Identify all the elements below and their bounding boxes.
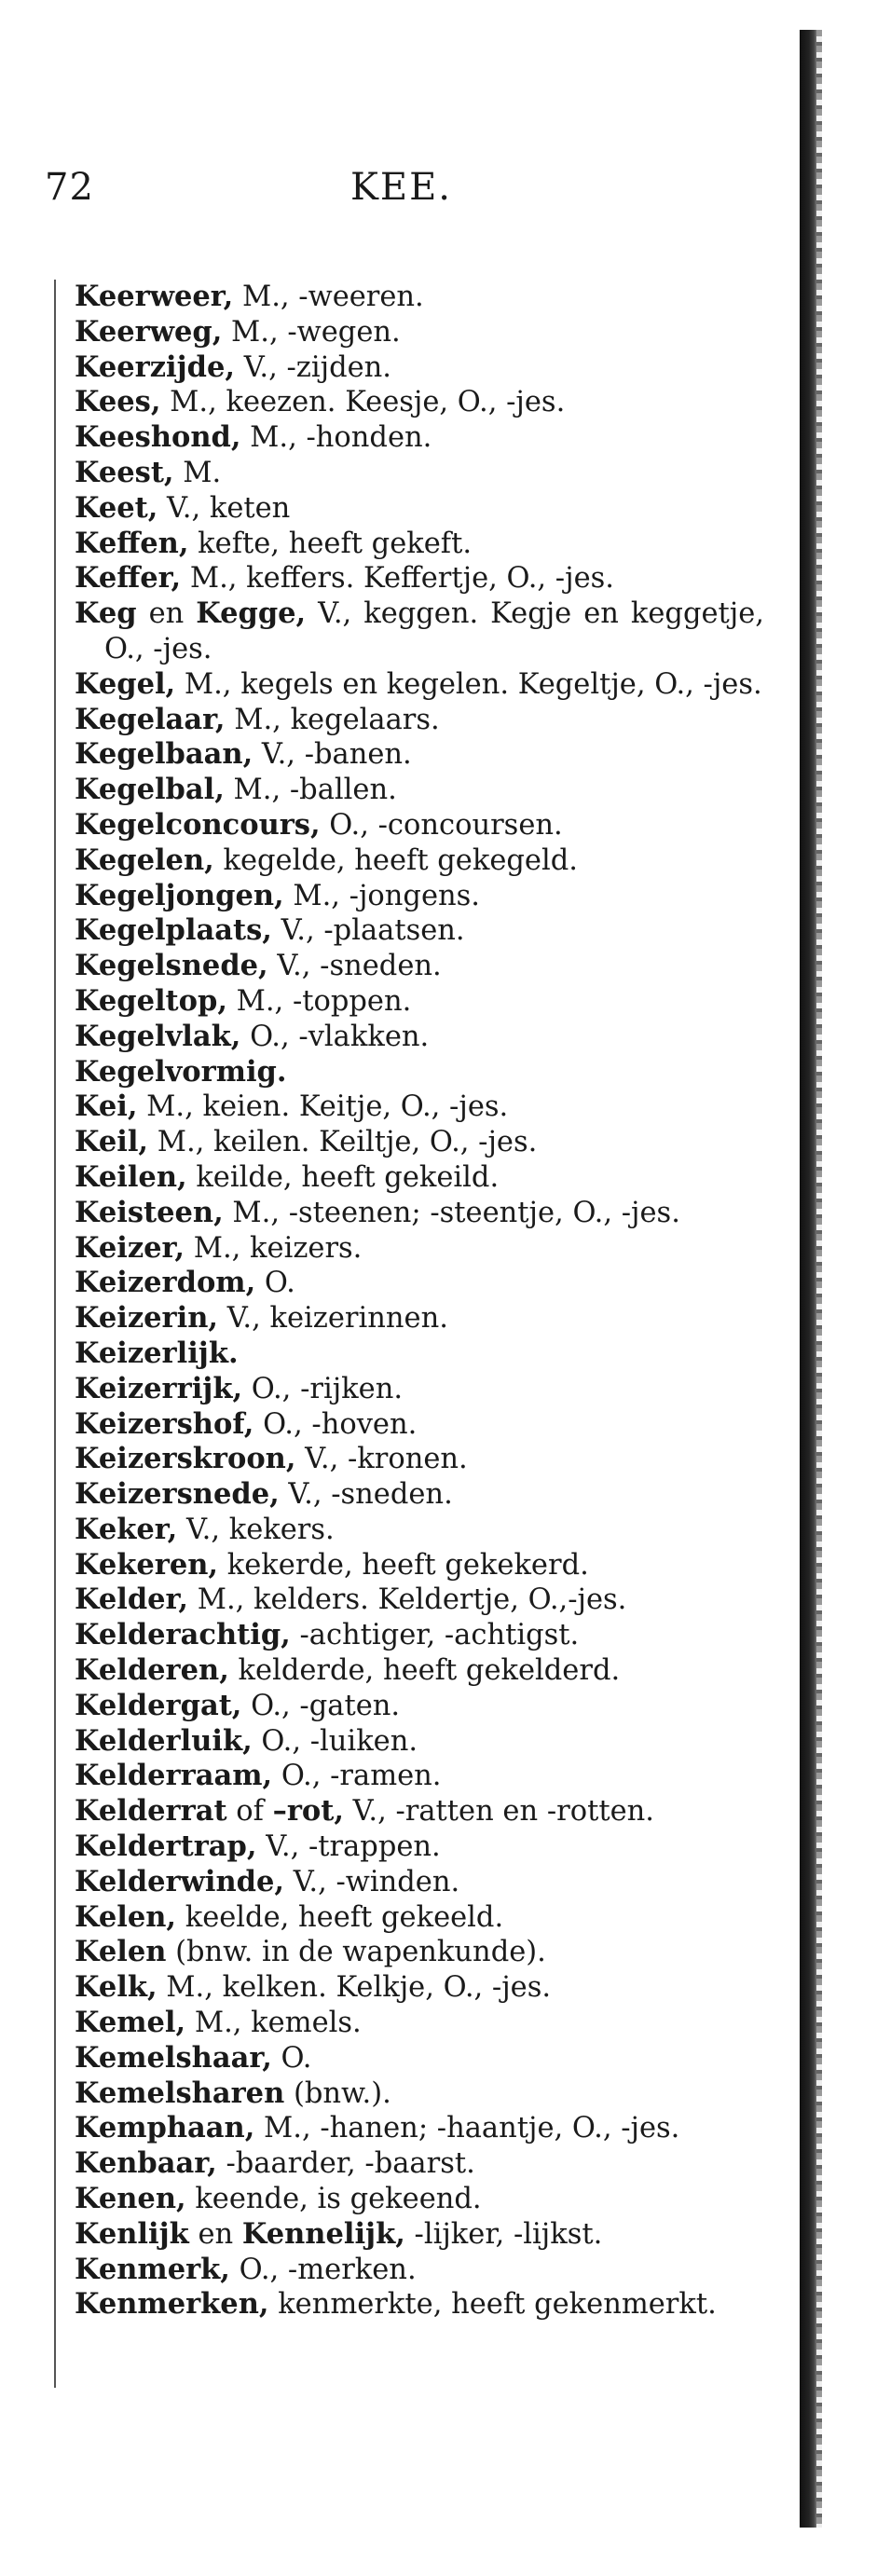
dictionary-entry-list (75, 280, 764, 2323)
dictionary-entry (75, 1829, 764, 1865)
entry-definition: -lijker, -lijkst. (404, 2217, 603, 2251)
entry-definition: V., keten (158, 491, 291, 525)
entry-headword: Kelderwinde, (75, 1864, 284, 1898)
dictionary-entry (75, 456, 764, 491)
entry-definition: M., keizers. (185, 1231, 363, 1265)
entry-definition: en (188, 2217, 242, 2251)
dictionary-entry (75, 561, 764, 596)
dictionary-entry (75, 527, 764, 562)
entry-headword: Keil, (75, 1125, 149, 1159)
entry-definition: M., -honden. (240, 421, 432, 455)
entry-headword: Kegelaar, (75, 702, 226, 736)
entry-headword: Kei, (75, 1089, 138, 1124)
entry-definition: V., -sneden. (267, 950, 442, 983)
entry-definition: -achtiger, -achtigst. (290, 1619, 580, 1652)
dictionary-entry (75, 1442, 764, 1477)
entry-definition: kegelde, heeft gekegeld. (213, 843, 578, 877)
entry-headword: Kegelbaan, (75, 737, 254, 772)
dictionary-entry (75, 1372, 764, 1407)
entry-definition: O., -luiken. (252, 1724, 418, 1758)
entry-definition: (bnw.). (284, 2076, 391, 2110)
dictionary-entry (75, 420, 764, 456)
dictionary-entry (75, 1689, 764, 1724)
entry-headword: Kennelijk, (241, 2216, 405, 2251)
entry-headword: Keker, (75, 1512, 178, 1546)
dictionary-entry (75, 949, 764, 984)
entry-definition: M., -wegen. (222, 315, 401, 349)
entry-headword: Keffen, (75, 526, 189, 560)
entry-headword: Kelderachtig, (75, 1618, 291, 1652)
entry-definition: M., kelders. Keldertje, O.,-jes. (188, 1583, 627, 1617)
entry-headword: Keizerin, (75, 1301, 219, 1336)
entry-headword: Kemelshaar, (75, 2040, 272, 2075)
entry-definition: M., -toppen. (226, 984, 412, 1018)
entry-headword: Kegelbal, (75, 773, 225, 807)
entry-definition: M., keezen. Keesje, O., -jes. (160, 386, 566, 419)
entry-headword: Kenmerk, (75, 2252, 230, 2286)
entry-definition: V., -kronen. (295, 1443, 468, 1476)
entry-definition: M., kegelaars. (225, 703, 440, 736)
dictionary-entry (75, 1759, 764, 1794)
entry-headword: Keest, (75, 455, 174, 489)
entry-headword: Kegelvlak, (75, 1019, 241, 1053)
dictionary-entry (75, 2006, 764, 2041)
entry-headword: Keerweg, (75, 314, 223, 349)
entry-headword: –rot, (272, 1794, 344, 1829)
dictionary-entry (75, 913, 764, 949)
entry-definition: O., -gaten. (241, 1689, 401, 1722)
entry-headword: Keizerlijk. (75, 1336, 239, 1370)
dictionary-entry (75, 1266, 764, 1301)
entry-definition: O., -vlakken. (240, 1020, 430, 1053)
dictionary-entry (75, 1160, 764, 1196)
dictionary-entry (75, 1020, 764, 1055)
entry-definition: O., -merken. (229, 2253, 417, 2286)
entry-headword: Keeshond, (75, 420, 241, 455)
entry-headword: Kegelen, (75, 843, 214, 877)
entry-definition: V., keizerinnen. (218, 1302, 448, 1336)
entry-headword: Keet, (75, 490, 158, 525)
column-rule (54, 280, 56, 2388)
entry-headword: Keldergat, (75, 1688, 242, 1722)
entry-headword: Kemphaan, (75, 2111, 255, 2145)
entry-headword: Keizerrijk, (75, 1371, 243, 1405)
entry-headword: Kelderen, (75, 1653, 229, 1688)
entry-definition: M., keien. Keitje, O., -jes. (137, 1090, 509, 1124)
entry-definition: O., -concoursen. (320, 808, 563, 842)
entry-headword: Kelderraam, (75, 1759, 273, 1793)
entry-definition: V., -sneden. (279, 1478, 453, 1512)
dictionary-entry (75, 2217, 764, 2253)
entry-definition: V., -plaatsen. (271, 914, 465, 948)
dictionary-entry (75, 1724, 764, 1760)
dictionary-entry (75, 1231, 764, 1267)
entry-headword: Kelen, (75, 1899, 177, 1934)
dictionary-entry (75, 385, 764, 420)
dictionary-entry (75, 2253, 764, 2288)
entry-headword: Keerweer, (75, 280, 234, 313)
dictionary-entry (75, 773, 764, 808)
running-head: KEE. (350, 166, 452, 209)
entry-headword: Keizerdom, (75, 1266, 256, 1300)
dictionary-entry (75, 1196, 764, 1231)
dictionary-entry (75, 1548, 764, 1583)
entry-definition: M., -ballen. (224, 774, 397, 807)
entry-definition: en (136, 597, 197, 631)
entry-definition: kekerde, heeft gekekerd. (218, 1548, 589, 1582)
entry-definition: keilde, heeft gekeild. (186, 1160, 500, 1194)
entry-headword: Keffer, (75, 561, 182, 596)
entry-headword: Kegel, (75, 666, 176, 701)
dictionary-entry (75, 2111, 764, 2146)
entry-headword: Keg (75, 596, 137, 631)
dictionary-entry (75, 2287, 764, 2323)
dictionary-entry (75, 2041, 764, 2076)
entry-definition: V., -ratten en -rotten. (343, 1795, 654, 1829)
entry-headword: Kemel, (75, 2006, 186, 2040)
dictionary-entry (75, 737, 764, 773)
entry-headword: Kelder, (75, 1583, 189, 1617)
entry-headword: Kelen (75, 1935, 167, 1969)
entry-headword: Kelderrat (75, 1794, 227, 1829)
entry-definition: M., -steenen; -steentje, O., -jes. (223, 1196, 680, 1229)
entry-headword: Kelderluik, (75, 1723, 253, 1758)
entry-definition: keende, is gekeend. (185, 2183, 482, 2216)
entry-definition: V., -winden. (284, 1865, 460, 1898)
entry-definition: M. (173, 456, 222, 489)
entry-headword: Kegelplaats, (75, 913, 272, 948)
entry-definition: kenmerkte, heeft gekenmerkt. (268, 2288, 717, 2322)
entry-headword: Kegeljongen, (75, 878, 284, 912)
entry-definition: kefte, heeft gekeft. (188, 527, 473, 560)
entry-definition: M., -jongens. (283, 879, 480, 912)
dictionary-entry (75, 1583, 764, 1618)
entry-headword: Kegeltop, (75, 983, 227, 1018)
entry-definition: M., -weeren. (233, 281, 424, 313)
entry-headword: Keizershof, (75, 1406, 254, 1441)
dictionary-entry (75, 879, 764, 914)
entry-definition: of (226, 1795, 273, 1829)
dictionary-entry (75, 1618, 764, 1653)
entry-headword: Kenmerken, (75, 2287, 269, 2322)
entry-definition: M., -hanen; -haantje, O., -jes. (254, 2112, 680, 2145)
dictionary-entry (75, 2182, 764, 2217)
entry-definition: V., -zijden. (235, 350, 391, 384)
entry-headword: Kees, (75, 385, 161, 419)
page-number: 72 (45, 166, 94, 209)
dictionary-entry (75, 1055, 764, 1090)
entry-headword: Keizersnede, (75, 1477, 280, 1512)
entry-headword: Keerzijde, (75, 349, 236, 384)
dictionary-entry (75, 1513, 764, 1548)
entry-headword: Kenen, (75, 2182, 186, 2216)
entry-definition: kelderde, heeft gekelderd. (228, 1654, 621, 1688)
entry-headword: Kenlijk (75, 2216, 189, 2251)
dictionary-entry (75, 1794, 764, 1829)
entry-definition: M., keffers. Keffertje, O., -jes. (181, 562, 614, 596)
dictionary-entry (75, 596, 764, 667)
entry-headword: Kegelconcours, (75, 807, 321, 842)
dictionary-entry (75, 808, 764, 843)
dictionary-entry (75, 1301, 764, 1336)
dictionary-entry (75, 491, 764, 527)
entry-definition: V., -trappen. (256, 1830, 441, 1864)
entry-definition: -baarder, -baarst. (216, 2147, 475, 2181)
dictionary-entry (75, 1407, 764, 1443)
entry-headword: Kegelsnede, (75, 949, 268, 983)
dictionary-entry (75, 1336, 764, 1372)
entry-headword: Keizerskroon, (75, 1442, 296, 1476)
dictionary-entry (75, 350, 764, 386)
entry-definition: O. (271, 2041, 312, 2075)
dictionary-entry (75, 843, 764, 879)
entry-headword: Keisteen, (75, 1195, 224, 1229)
entry-headword: Kekeren, (75, 1547, 219, 1582)
entry-definition: O., -hoven. (254, 1407, 418, 1441)
entry-definition: keelde, heeft gekeeld. (176, 1900, 504, 1934)
dictionary-entry (75, 1125, 764, 1160)
dictionary-entry (75, 1900, 764, 1936)
dictionary-entry (75, 1970, 764, 2006)
entry-definition: M., kelken. Kelkje, O., -jes. (157, 1971, 552, 2005)
entry-headword: Keizer, (75, 1230, 185, 1265)
entry-headword: Kemelsharen (75, 2076, 285, 2110)
entry-headword: Kenbaar, (75, 2146, 217, 2181)
book-binding-edge (800, 30, 820, 2528)
entry-definition: V., keggen. Kegje en keggetje, O., -jes. (104, 597, 764, 665)
dictionary-entry (75, 2076, 764, 2112)
entry-definition: M., kemels. (185, 2007, 362, 2040)
entry-definition: M., keilen. Keiltje, O., -jes. (148, 1126, 538, 1159)
entry-definition: V., -banen. (253, 738, 412, 772)
entry-definition: O. (255, 1267, 295, 1300)
dictionary-entry (75, 1089, 764, 1125)
entry-definition: O., -ramen. (272, 1760, 442, 1793)
entry-definition: O., -rijken. (242, 1372, 404, 1405)
dictionary-entry (75, 1653, 764, 1689)
dictionary-entry (75, 280, 764, 315)
dictionary-entry (75, 984, 764, 1020)
dictionary-entry (75, 667, 764, 703)
dictionary-entry (75, 1865, 764, 1900)
dictionary-entry (75, 1935, 764, 1970)
dictionary-entry (75, 1477, 764, 1513)
entry-headword: Kegge, (196, 596, 307, 631)
entry-headword: Keilen, (75, 1159, 187, 1194)
entry-definition: M., kegels en kegelen. Kegeltje, O., -jes. (175, 667, 762, 701)
entry-headword: Keldertrap, (75, 1829, 257, 1864)
dictionary-entry (75, 2146, 764, 2182)
dictionary-entry (75, 315, 764, 350)
dictionary-entry (75, 703, 764, 738)
entry-headword: Kegelvormig. (75, 1054, 287, 1089)
entry-definition: V., kekers. (177, 1513, 335, 1546)
entry-headword: Kelk, (75, 1970, 158, 2005)
entry-definition: (bnw. in de wapenkunde). (166, 1936, 546, 1969)
